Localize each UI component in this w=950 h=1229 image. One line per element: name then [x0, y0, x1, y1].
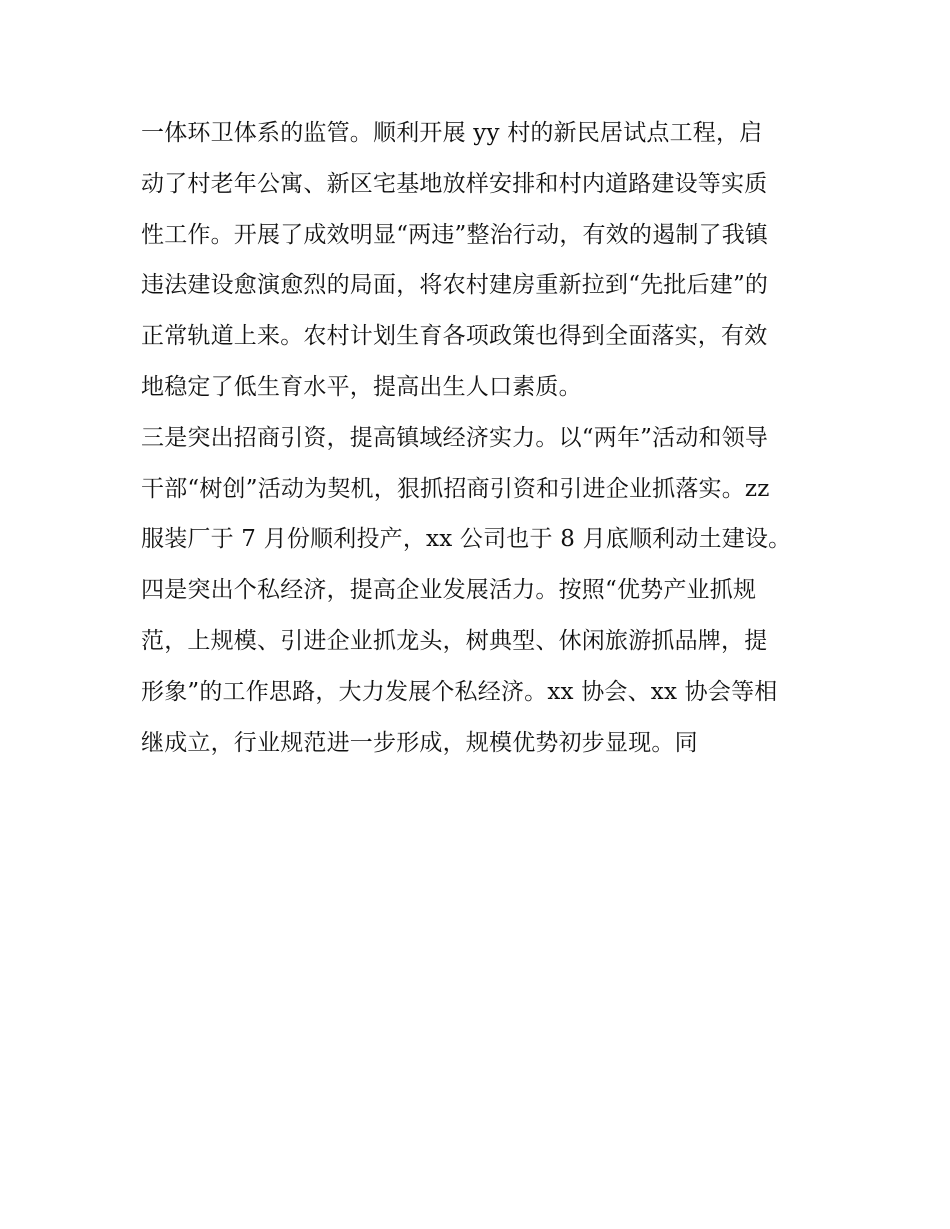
text-line: 服装厂于 7 月份顺利投产，xx 公司也于 8 月底顺利动土建设。: [141, 526, 792, 553]
text-line: 动了村老年公寓、新区宅基地放样安排和村内道路建设等实质: [141, 170, 768, 197]
text-line: 形象”的工作思路，大力发展个私经济。xx 协会、xx 协会等相: [141, 678, 778, 705]
text-line: 违法建设愈演愈烈的局面，将农村建房重新拉到“先批后建”的: [141, 272, 769, 299]
text-line: 正常轨道上来。农村计划生育各项政策也得到全面落实，有效: [141, 323, 768, 350]
body-text: [141, 108, 821, 768]
text-line: 范，上规模、引进企业抓龙头，树典型、休闲旅游抓品牌，提: [141, 627, 768, 654]
text-line: 干部“树创”活动为契机，狠抓招商引资和引进企业抓落实。zz: [141, 475, 770, 502]
text-line: 性工作。开展了成效明显“两违”整治行动，有效的遏制了我镇: [141, 221, 769, 248]
text-line: 地稳定了低生育水平，提高出生人口素质。: [141, 373, 582, 400]
text-line: 三是突出招商引资，提高镇域经济实力。以“两年”活动和领导: [141, 424, 769, 451]
text-line: 继成立，行业规范进一步形成，规模优势初步显现。同: [141, 729, 698, 756]
text-line: 四是突出个私经济，提高企业发展活力。按照“优势产业抓规: [141, 577, 757, 604]
text-line: 一体环卫体系的监管。顺利开展 yy 村的新民居试点工程，启: [141, 120, 763, 146]
